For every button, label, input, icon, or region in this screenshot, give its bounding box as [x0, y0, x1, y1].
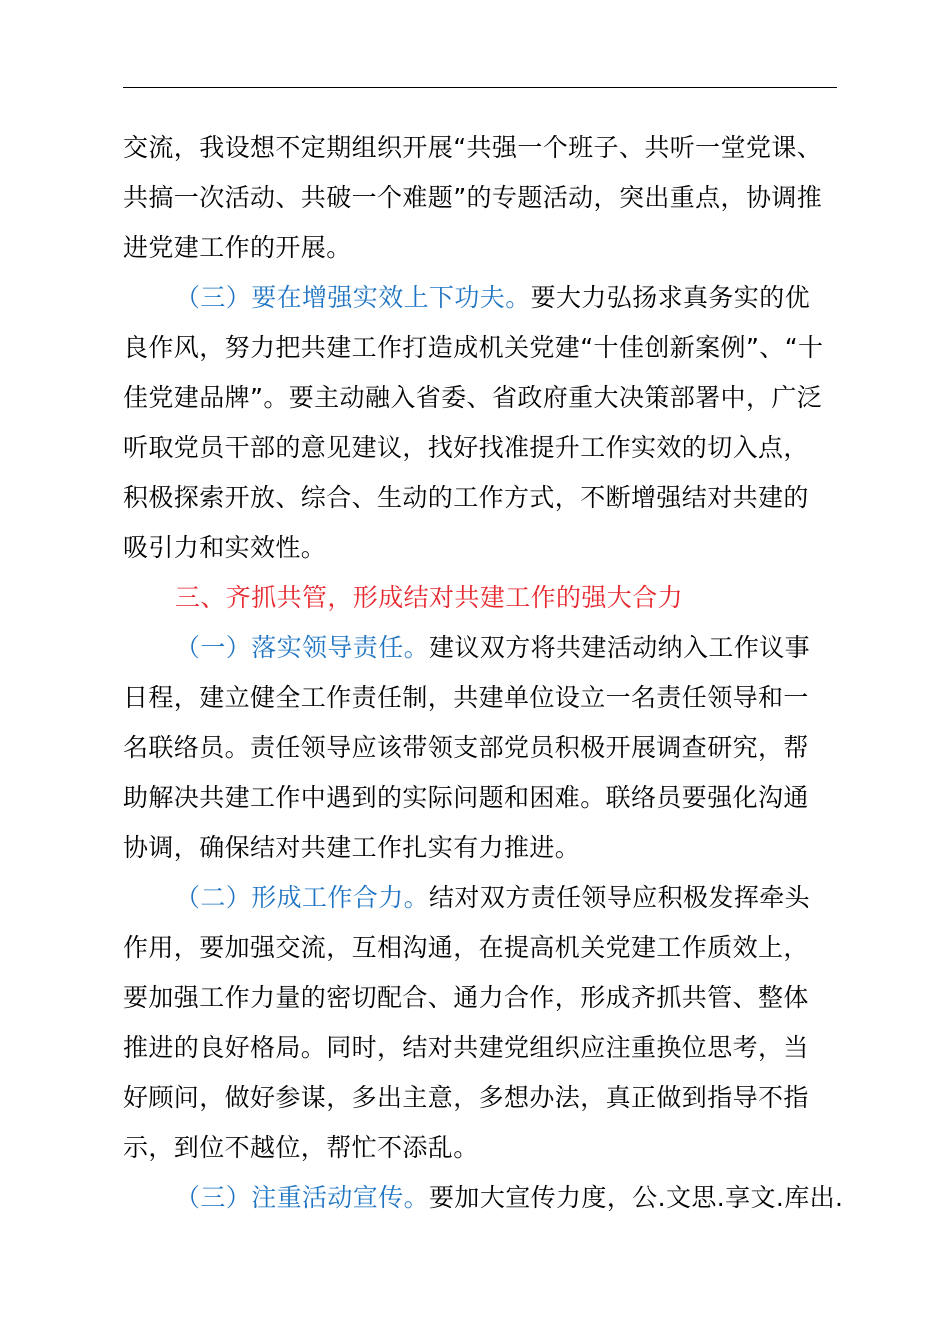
body-line: 进党建工作的开展。	[123, 233, 352, 262]
paragraph-line	[123, 273, 863, 323]
body-line: 听取党员干部的意见建议，找好找准提升工作实效的切入点，	[123, 433, 809, 462]
body-line: 佳党建品牌”。要主动融入省委、省政府重大决策部署中，广泛	[123, 383, 823, 412]
body-line: 良作风，努力把共建工作打造成机关党建“十佳创新案例”、“十	[123, 333, 824, 362]
subheading-leadership-responsibility: （一）落实领导责任。	[175, 633, 430, 662]
body-line: 推进的良好格局。同时，结对共建党组织应注重换位思考，当	[123, 1033, 809, 1062]
body-line: 好顾问，做好参谋，多出主意，多想办法，真正做到指导不指	[123, 1083, 809, 1112]
body-line: 积极探索开放、综合、生动的工作方式，不断增强结对共建的	[123, 483, 809, 512]
body-line: 示，到位不越位，帮忙不添乱。	[123, 1133, 479, 1162]
body-line: 协调，确保结对共建工作扎实有力推进。	[123, 833, 581, 862]
body-line: 助解决共建工作中遇到的实际问题和困难。联络员要强化沟通	[123, 783, 809, 812]
body-text: 建议双方将共建活动纳入工作议事	[429, 633, 811, 662]
body-line: 共搞一次活动、共破一个难题”的专题活动，突出重点，协调推	[123, 183, 823, 212]
body-text: 要加大宣传力度，公.文思.享文.库出.	[429, 1183, 844, 1212]
paragraph-line	[123, 1173, 863, 1223]
body-line: 作用，要加强交流，互相沟通，在提高机关党建工作质效上，	[123, 933, 809, 962]
paragraph-line	[123, 623, 863, 673]
body-line: 要加强工作力量的密切配合、通力合作，形成齐抓共管、整体	[123, 983, 809, 1012]
body-line: 日程，建立健全工作责任制，共建单位设立一名责任领导和一	[123, 683, 809, 712]
body-text: 要大力弘扬求真务实的优	[530, 283, 811, 312]
subheading-strengthen-effectiveness: （三）要在增强实效上下功夫。	[175, 283, 531, 312]
document-body	[123, 123, 863, 1223]
body-text: 结对双方责任领导应积极发挥牵头	[429, 883, 811, 912]
body-line: 交流，我设想不定期组织开展“共强一个班子、共听一堂党课、	[123, 133, 823, 162]
subheading-joint-effort: （二）形成工作合力。	[175, 883, 430, 912]
header-rule	[123, 87, 837, 88]
subheading-publicity: （三）注重活动宣传。	[175, 1183, 430, 1212]
section-heading: 三、齐抓共管，形成结对共建工作的强大合力	[175, 583, 684, 612]
paragraph-line	[123, 873, 863, 923]
body-line: 吸引力和实效性。	[123, 533, 327, 562]
body-line: 名联络员。责任领导应该带领支部党员积极开展调查研究，帮	[123, 733, 809, 762]
